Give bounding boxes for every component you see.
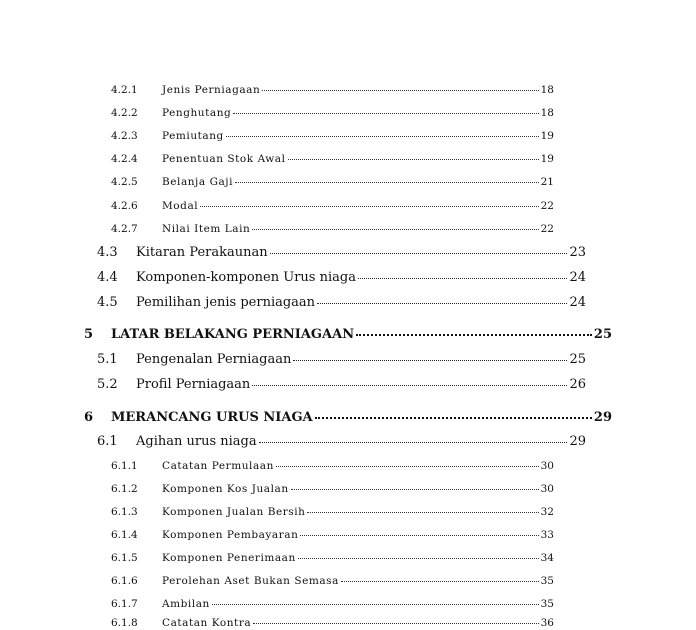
dot-leader [300,535,538,536]
dot-leader [259,442,568,443]
dot-leader [307,512,538,513]
entry-number: 6.1.8 [111,617,138,629]
toc-entry-4-2-6[interactable] [111,200,554,212]
toc-entry-4-2-7[interactable] [111,223,554,235]
entry-title: LATAR BELAKANG PERNIAGAAN [111,327,355,342]
entry-title: Agihan urus niaga [136,434,257,449]
entry-page-number: 24 [569,295,586,310]
entry-title: Perolehan Aset Bukan Semasa [162,575,339,587]
entry-title: Kitaran Perakaunan [136,245,268,260]
entry-page-number: 33 [540,529,554,541]
dot-leader [252,385,567,386]
dot-leader [262,90,538,91]
dot-leader [288,159,539,160]
toc-entry-6-1-7[interactable] [111,598,554,610]
entry-page-number: 24 [569,270,586,285]
entry-number: 4.4 [97,270,118,285]
entry-number: 4.2.2 [111,107,138,119]
entry-title: Komponen Kos Jualan [162,483,289,495]
entry-page-number: 21 [540,176,554,188]
entry-page-number: 18 [540,107,554,119]
entry-number: 4.2.3 [111,130,138,142]
entry-page-number: 18 [540,84,554,96]
toc-entry-4-4[interactable] [97,270,586,285]
entry-title: Komponen Jualan Bersih [162,506,306,518]
entry-page-number: 22 [540,200,554,212]
toc-entry-6-1-1[interactable] [111,460,554,472]
entry-title: Profil Perniagaan [136,377,251,392]
entry-number: 4.3 [97,245,118,260]
entry-number: 4.2.7 [111,223,138,235]
dot-leader [270,253,568,254]
entry-title: Penentuan Stok Awal [162,153,286,165]
dot-leader [233,113,538,114]
entry-title: Ambilan [162,598,210,610]
toc-entry-4-5[interactable] [97,295,586,310]
entry-page-number: 36 [540,617,554,629]
entry-title: Belanja Gaji [162,176,234,188]
entry-title: Pemilihan jenis perniagaan [136,295,316,310]
dot-leader [315,417,592,419]
entry-page-number: 34 [540,552,554,564]
entry-number: 4.2.6 [111,200,138,212]
toc-chapter-5[interactable] [84,327,612,342]
dot-leader [253,623,538,624]
entry-number: 6.1.7 [111,598,138,610]
dot-leader [252,229,538,230]
dot-leader [356,334,592,336]
entry-title: MERANCANG URUS NIAGA [111,410,313,425]
entry-title: Komponen-komponen Urus niaga [136,270,356,285]
entry-number: 6.1.1 [111,460,138,472]
entry-page-number: 25 [569,352,586,367]
dot-leader [235,182,539,183]
entry-title: Penghutang [162,107,232,119]
entry-page-number: 22 [540,223,554,235]
entry-number: 6.1.4 [111,529,138,541]
dot-leader [298,558,539,559]
toc-entry-4-2-2[interactable] [111,107,554,119]
toc-entry-6-1-3[interactable] [111,506,554,518]
toc-entry-6-1[interactable] [97,434,586,449]
entry-title: Pengenalan Perniagaan [136,352,292,367]
entry-number: 6.1.5 [111,552,138,564]
toc-entry-4-2-3[interactable] [111,130,554,142]
entry-number: 5 [84,327,94,342]
entry-number: 4.2.5 [111,176,138,188]
entry-number: 4.5 [97,295,118,310]
entry-page-number: 29 [569,434,586,449]
dot-leader [358,278,568,279]
entry-number: 6.1 [97,434,118,449]
dot-leader [317,303,567,304]
toc-chapter-6[interactable] [84,410,612,425]
entry-page-number: 35 [540,575,554,587]
entry-title: Komponen Pembayaran [162,529,299,541]
entry-page-number: 29 [593,410,612,425]
entry-title: Pemiutang [162,130,224,142]
toc-entry-5-1[interactable] [97,352,586,367]
dot-leader [212,604,539,605]
toc-entry-4-2-4[interactable] [111,153,554,165]
entry-number: 6.1.3 [111,506,138,518]
toc-entry-5-2[interactable] [97,377,586,392]
entry-title: Jenis Perniagaan [162,84,261,96]
entry-number: 5.1 [97,352,118,367]
entry-page-number: 23 [569,245,586,260]
toc-entry-6-1-2[interactable] [111,483,554,495]
entry-page-number: 19 [540,153,554,165]
entry-page-number: 19 [540,130,554,142]
entry-page-number: 26 [569,377,586,392]
toc-entry-4-3[interactable] [97,245,586,260]
entry-page-number: 25 [593,327,612,342]
entry-title: Catatan Kontra [162,617,252,629]
toc-entry-6-1-8[interactable] [111,617,554,629]
entry-title: Modal [162,200,199,212]
toc-entry-4-2-1[interactable] [111,84,554,96]
entry-page-number: 30 [540,460,554,472]
entry-page-number: 32 [540,506,554,518]
entry-number: 4.2.4 [111,153,138,165]
entry-number: 4.2.1 [111,84,138,96]
dot-leader [293,360,567,361]
dot-leader [200,206,538,207]
entry-page-number: 35 [540,598,554,610]
entry-number: 6.1.2 [111,483,138,495]
dot-leader [226,136,539,137]
entry-number: 6 [84,410,94,425]
entry-number: 6.1.6 [111,575,138,587]
dot-leader [341,581,539,582]
dot-leader [291,489,539,490]
entry-number: 5.2 [97,377,118,392]
dot-leader [276,466,539,467]
toc-entry-6-1-6[interactable] [111,575,554,587]
entry-page-number: 30 [540,483,554,495]
toc-entry-6-1-5[interactable] [111,552,554,564]
entry-title: Nilai Item Lain [162,223,251,235]
entry-title: Catatan Permulaan [162,460,274,472]
toc-entry-6-1-4[interactable] [111,529,554,541]
entry-title: Komponen Penerimaan [162,552,296,564]
toc-entry-4-2-5[interactable] [111,176,554,188]
